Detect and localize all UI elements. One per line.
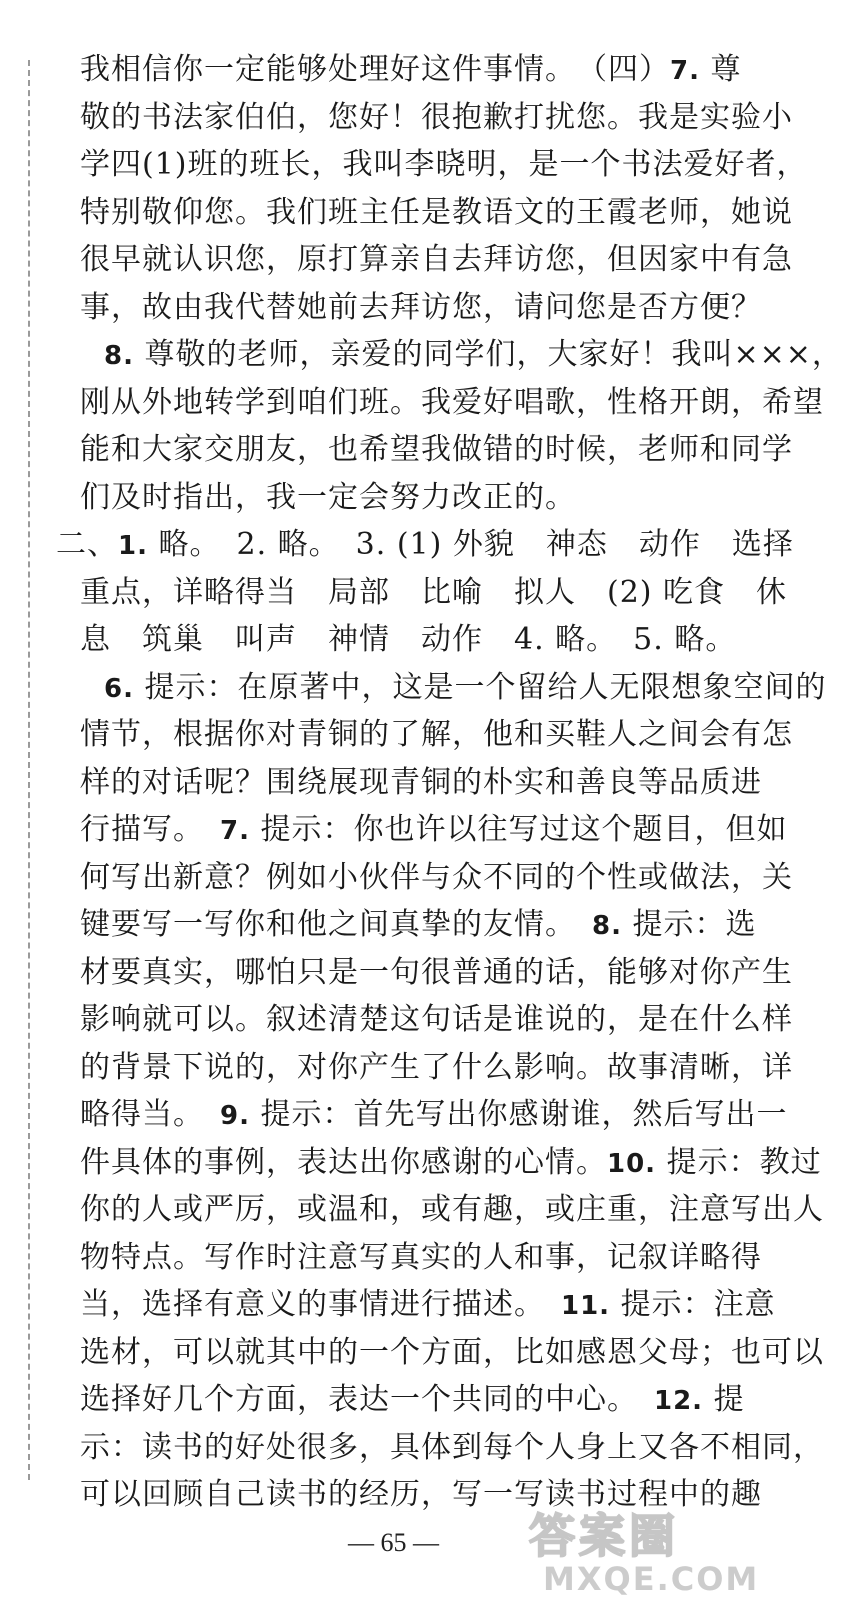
line-text: 特别敬仰您。我们班主任是教语文的王霞老师，她说 [80,194,793,230]
line-text: 敬的书法家伯伯，您好！很抱歉打扰您。我是实验小 [80,99,793,135]
item-number: 8. [104,341,134,371]
line-text: 键要写一写你和他之间真挚的友情。 [80,907,592,942]
line-text: 提示：选 [621,907,757,942]
text-line [80,1143,822,1184]
item-number: 8. [592,911,622,941]
text-line [80,288,762,328]
text-line [80,240,793,280]
line-text: 刚从外地转学到咱们班。我爱好唱歌，性格开朗，希望 [80,384,824,420]
margin-dashed-rule [28,60,30,1480]
text-line [80,810,788,851]
line-text: 情节，根据你对青铜的了解，他和买鞋人之间会有怎 [80,717,793,752]
line-text: 略。 2. 略。 3. (1) 外貌 神态 动作 选择 [147,527,794,562]
line-text: 尊 [699,52,742,87]
text-line [80,478,576,518]
text-line [80,50,742,91]
text-line [80,145,808,185]
text-line [56,525,794,566]
line-text: 事，故由我代替她前去拜访您，请问您是否方便？ [80,289,762,325]
text-line [104,668,827,709]
line-text: 能和大家交朋友，也希望我做错的时候，老师和同学 [80,432,793,467]
text-line [80,1380,745,1421]
item-number: 10. [607,1148,657,1179]
line-text: 们及时指出，我一定会努力改正的。 [80,479,576,515]
text-line [80,193,793,233]
watermark-logo: 答案圈 [529,1509,679,1563]
line-text: 可以回顾自己读书的经历，写一写读书过程中的趣 [80,1477,762,1512]
line-text: 我相信你一定能够处理好这件事情。 （四） [80,52,670,87]
text-line [80,953,793,993]
text-line [80,858,793,898]
item-number: 11. [561,1291,611,1321]
text-line [80,98,793,138]
line-text: 很早就认识您，原打算亲自去拜访您，但因家中有急 [80,242,793,277]
item-number: 6. [104,673,134,704]
line-text: 样的对话呢？围绕展现青铜的朴实和善良等品质进 [80,764,762,800]
line-text: 提示：首先写出你感谢谁，然后写出一 [249,1097,788,1132]
text-line [80,1238,762,1278]
line-text: 提示：你也许以往写过这个题目，但如 [249,812,788,847]
text-line [80,1333,824,1373]
watermark [529,1500,769,1598]
line-text: 尊敬的老师，亲爱的同学们，大家好！我叫×××， [133,337,843,372]
item-number: 9. [220,1101,250,1131]
item-number: 7. [670,56,700,86]
text-line [80,763,762,803]
text-line [80,1190,824,1230]
line-text: 息 筑巢 叫声 神情 动作 4. 略。 5. 略。 [80,622,737,657]
item-number: 12. [654,1386,704,1416]
line-text: 材要真实，哪怕只是一句很普通的话，能够对你产生 [80,954,793,990]
line-text: 你的人或严厉，或温和，或有趣，或庄重，注意写出人 [80,1192,824,1227]
text-line [104,335,843,376]
text-line [80,905,757,946]
line-text: 当，选择有意义的事情进行描述。 [80,1287,561,1322]
line-text: 学四(1)班的班长，我叫李晓明，是一个书法爱好者， [80,147,808,182]
text-line [80,573,787,613]
line-text: 提示：教过 [656,1144,822,1180]
text-line [80,1048,793,1088]
text-line [80,1000,793,1040]
text-line [80,1285,776,1326]
text-line [80,620,736,660]
item-number: 1. [118,531,148,561]
line-text: 提示：注意 [610,1287,776,1322]
line-text: 选择好几个方面，表达一个共同的中心。 [80,1382,654,1417]
line-text: 件具体的事例，表达出你感谢的心情。 [80,1144,607,1180]
line-text: 影响就可以。叙述清楚这句话是谁说的，是在什么样 [80,1002,793,1037]
line-text: 提 [703,1382,745,1417]
line-text: 物特点。写作时注意写真实的人和事，记叙详略得 [80,1239,762,1275]
line-text: 重点，详略得当 局部 比喻 拟人 (2) 吃食 休 [80,574,788,610]
line-text: 示：读书的好处很多，具体到每个人身上又各不相同， [80,1429,824,1465]
line-text: 二、 [56,527,118,562]
text-line [80,1095,788,1136]
item-number: 7. [220,816,250,846]
text-line [80,1428,824,1468]
text-line [80,715,793,755]
line-text: 行描写。 [80,812,220,847]
page-number: — 65 — [348,1528,439,1557]
text-line [80,430,793,470]
watermark-url: MXQE.COM [543,1560,760,1598]
line-text: 选材，可以就其中的一个方面，比如感恩父母；也可以 [80,1334,824,1370]
line-text: 的背景下说的，对你产生了什么影响。故事清晰，详 [80,1049,793,1085]
text-line [80,383,824,423]
line-text: 何写出新意？例如小伙伴与众不同的个性或做法，关 [80,859,793,895]
line-text: 提示：在原著中，这是一个留给人无限想象空间的 [133,669,827,705]
line-text: 略得当。 [80,1097,220,1132]
